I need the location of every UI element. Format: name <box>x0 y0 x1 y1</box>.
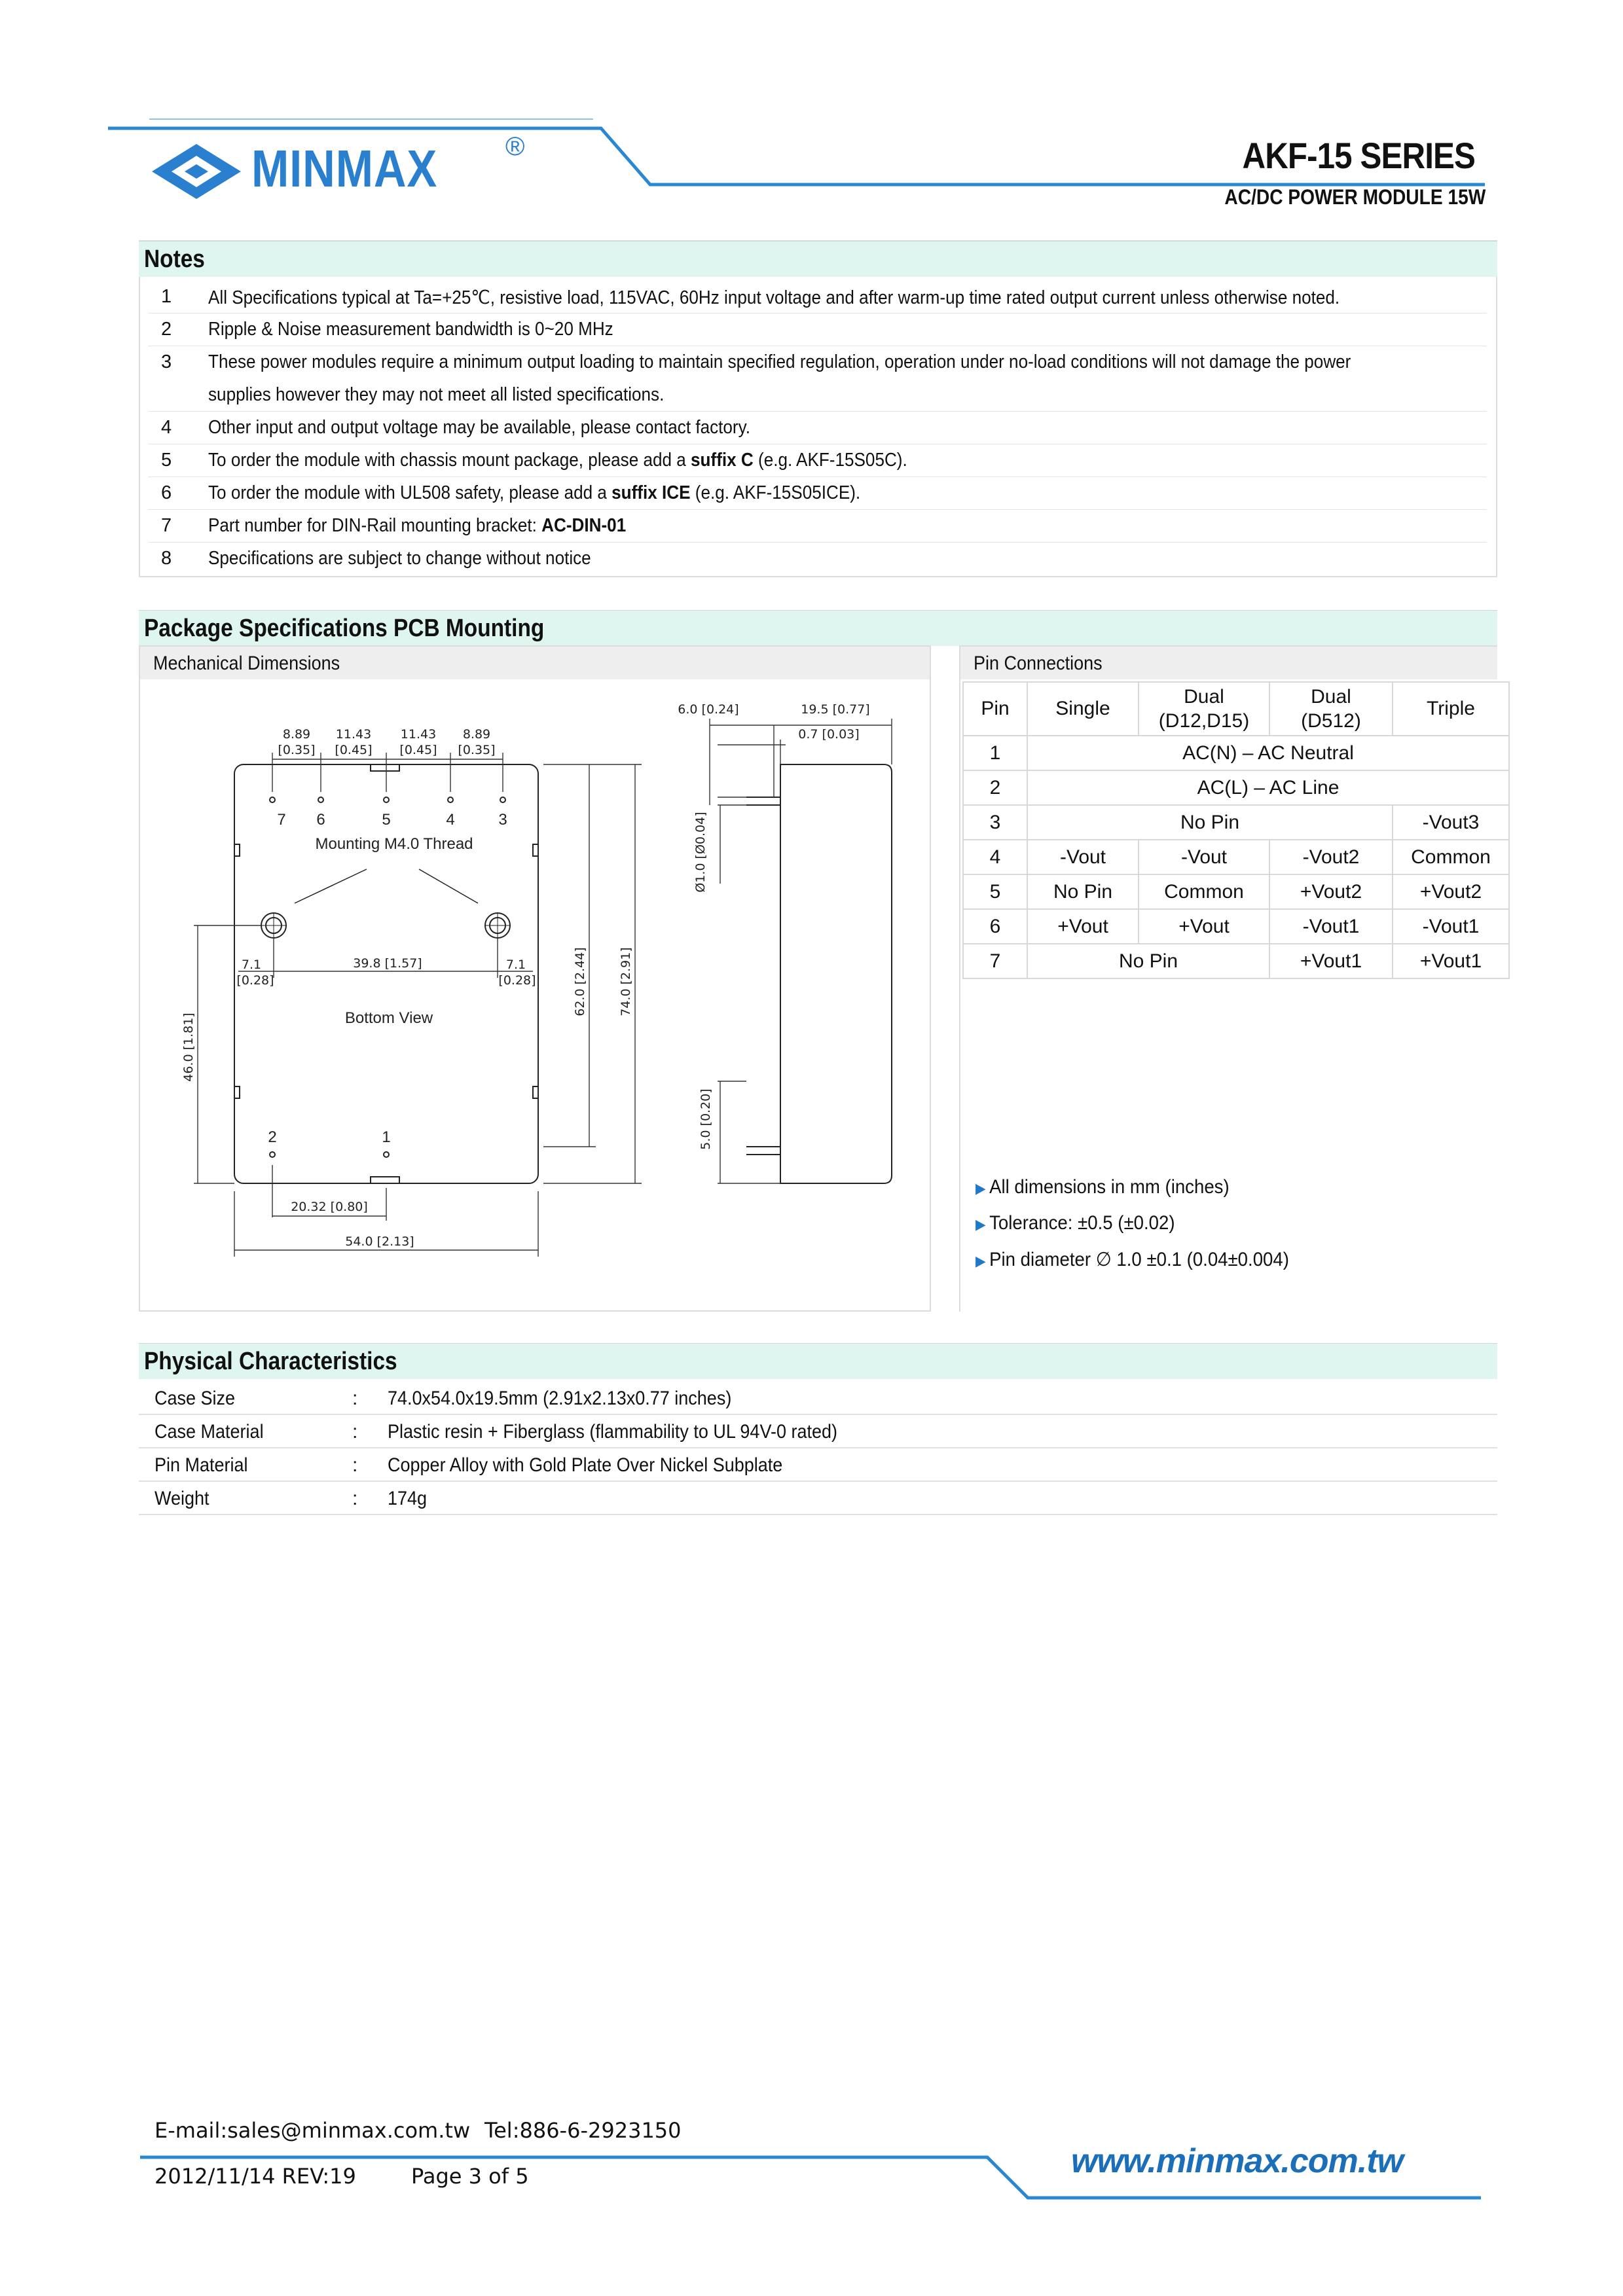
table-cell: +Vout2 <box>1269 874 1393 909</box>
mechanical-title: Mechanical Dimensions <box>153 653 340 674</box>
dim-label: [0.45] <box>335 743 373 757</box>
table-cell: 2 <box>963 770 1027 805</box>
note-text: All Specifications typical at Ta=+25℃, resistive load, 115VAC, 60Hz input voltage and after warm-up time rated output current unless otherwise noted. <box>208 287 1340 308</box>
note-number: 2 <box>161 319 172 340</box>
pin-number-label: 2 <box>268 1128 277 1146</box>
table-cell: +Vout <box>1139 909 1269 944</box>
note-text: These power modules require a minimum output loading to maintain specified regulation, operation under no-load conditions will not damage the power <box>208 351 1351 372</box>
triangle-bullet-icon: ▶ <box>976 1216 986 1232</box>
table-header-cell: Triple <box>1393 682 1509 736</box>
table-cell: No Pin <box>1027 944 1269 978</box>
spec-colon: : <box>352 1421 358 1443</box>
triangle-bullet-icon: ▶ <box>976 1253 986 1269</box>
spec-bullet: ▶ All dimensions in mm (inches) <box>976 1176 1230 1198</box>
pin-number-label: 4 <box>446 811 455 829</box>
table-header-cell: Single <box>1027 682 1139 736</box>
table-row <box>963 909 1509 944</box>
dim-label: 6.0 [0.24] <box>678 702 739 717</box>
dim-label: 8.89 <box>462 727 491 742</box>
note-number: 5 <box>161 450 172 471</box>
spec-label: Pin Material <box>155 1454 248 1476</box>
spec-colon: : <box>352 1454 358 1476</box>
dim-label: 19.5 [0.77] <box>801 702 870 717</box>
mechanical-drawing <box>140 679 929 1310</box>
spec-value: Copper Alloy with Gold Plate Over Nickel Subplate <box>388 1454 783 1476</box>
footer-tel: Tel:886-6-2923150 <box>484 2118 682 2143</box>
table-cell: 3 <box>963 805 1027 840</box>
table-row <box>963 840 1509 874</box>
spec-bullet: ▶ Pin diameter ∅ 1.0 ±0.1 (0.04±0.004) <box>976 1249 1289 1270</box>
table-cell: AC(N) – AC Neutral <box>1027 736 1509 770</box>
spec-value: Plastic resin + Fiberglass (flammability to UL 94V-0 rated) <box>388 1421 838 1443</box>
dim-label: 62.0 [2.44] <box>573 947 587 1016</box>
brand-name: MINMAX <box>251 139 438 198</box>
table-row <box>963 805 1509 840</box>
note-text: Specifications are subject to change without notice <box>208 548 591 569</box>
pin-number-label: 5 <box>382 811 391 829</box>
table-cell: 7 <box>963 944 1027 978</box>
spec-bullet: ▶ Tolerance: ±0.5 (±0.02) <box>976 1212 1175 1234</box>
mounting-label: Mounting M4.0 Thread <box>315 835 473 853</box>
triangle-bullet-icon: ▶ <box>976 1180 986 1196</box>
dim-label: 7.1 <box>505 958 526 972</box>
table-row <box>963 874 1509 909</box>
spec-label: Weight <box>155 1488 210 1509</box>
pin-connections-table <box>962 681 1510 979</box>
spec-value: 74.0x54.0x19.5mm (2.91x2.13x0.77 inches) <box>388 1388 732 1409</box>
table-row <box>963 770 1509 805</box>
table-cell: -Vout2 <box>1269 840 1393 874</box>
table-header-cell: Dual (D512) <box>1269 682 1393 736</box>
note-text: To order the module with UL508 safety, please add a suffix ICE (e.g. AKF-15S05ICE). <box>208 482 861 503</box>
table-row <box>963 944 1509 978</box>
series-subtitle: AC/DC POWER MODULE 15W <box>1224 185 1486 209</box>
table-cell: -Vout1 <box>1393 909 1509 944</box>
minmax-logo-icon <box>152 144 241 199</box>
table-cell: +Vout1 <box>1269 944 1393 978</box>
view-label: Bottom View <box>344 1009 433 1027</box>
dim-label: [0.28] <box>498 973 536 988</box>
footer-page: Page 3 of 5 <box>411 2164 529 2189</box>
table-cell: Common <box>1393 840 1509 874</box>
registered-mark: ® <box>505 132 525 161</box>
footer-email: E-mail:sales@minmax.com.tw <box>155 2118 471 2143</box>
note-number: 8 <box>161 548 172 569</box>
pin-number-label: 3 <box>498 811 507 829</box>
note-number: 4 <box>161 417 172 438</box>
notes-title: Notes <box>144 245 205 273</box>
dim-label: 11.43 <box>335 727 372 742</box>
series-title: AKF-15 SERIES <box>1242 135 1475 176</box>
dim-label: 0.7 [0.03] <box>798 727 860 742</box>
dim-label: [0.28] <box>236 973 274 988</box>
dim-label: [0.35] <box>458 743 496 757</box>
notes-section-header <box>139 241 1497 277</box>
dim-label: 8.89 <box>282 727 311 742</box>
table-cell: +Vout <box>1027 909 1139 944</box>
website-link[interactable]: www.minmax.com.tw <box>1071 2142 1403 2180</box>
note-text: Ripple & Noise measurement bandwidth is 0~20 MHz <box>208 319 613 340</box>
spec-label: Case Size <box>155 1388 236 1409</box>
spec-colon: : <box>352 1488 358 1509</box>
table-cell: AC(L) – AC Line <box>1027 770 1509 805</box>
note-number: 1 <box>161 286 172 307</box>
table-row <box>963 736 1509 770</box>
dim-label: 7.1 <box>241 958 262 972</box>
table-cell: +Vout2 <box>1393 874 1509 909</box>
note-number: 3 <box>161 351 172 372</box>
note-number: 7 <box>161 515 172 536</box>
table-header-cell: Pin <box>963 682 1027 736</box>
table-cell: Common <box>1139 874 1269 909</box>
dim-label: Ø1.0 [Ø0.04] <box>693 812 708 893</box>
note-number: 6 <box>161 482 172 503</box>
side-view-outline <box>780 764 892 1183</box>
table-header-row <box>963 682 1509 736</box>
package-section-header <box>139 610 1497 646</box>
dim-label: [0.35] <box>278 743 316 757</box>
note-text: Other input and output voltage may be available, please contact factory. <box>208 417 750 438</box>
dim-label: 39.8 [1.57] <box>353 956 422 971</box>
table-cell: 4 <box>963 840 1027 874</box>
table-cell: No Pin <box>1027 805 1393 840</box>
note-text: Part number for DIN-Rail mounting bracket: AC-DIN-01 <box>208 515 627 536</box>
physical-section-header <box>139 1343 1497 1379</box>
spec-value: 174g <box>388 1488 428 1509</box>
footer-date-rev: 2012/11/14 REV:19 <box>155 2164 356 2189</box>
table-cell: -Vout1 <box>1269 909 1393 944</box>
spec-label: Case Material <box>155 1421 264 1443</box>
pin-connections-title: Pin Connections <box>974 653 1103 674</box>
table-cell: 1 <box>963 736 1027 770</box>
dim-label: 46.0 [1.81] <box>181 1013 196 1082</box>
dim-label: 5.0 [0.20] <box>699 1088 713 1150</box>
note-text: To order the module with chassis mount package, please add a suffix C (e.g. AKF-15S05C). <box>208 450 907 471</box>
table-cell: -Vout3 <box>1393 805 1509 840</box>
table-cell: 5 <box>963 874 1027 909</box>
dim-label: 11.43 <box>400 727 437 742</box>
dim-label: 20.32 [0.80] <box>291 1200 368 1214</box>
table-cell: -Vout <box>1027 840 1139 874</box>
pin-number-label: 7 <box>277 811 286 829</box>
dim-label: 74.0 [2.91] <box>619 947 633 1016</box>
table-cell: 6 <box>963 909 1027 944</box>
physical-title: Physical Characteristics <box>144 1348 397 1375</box>
table-cell: +Vout1 <box>1393 944 1509 978</box>
spec-colon: : <box>352 1388 358 1409</box>
table-cell: -Vout <box>1139 840 1269 874</box>
pin-number-label: 1 <box>382 1128 391 1146</box>
table-header-cell: Dual (D12,D15) <box>1139 682 1269 736</box>
dim-label: [0.45] <box>399 743 437 757</box>
table-cell: No Pin <box>1027 874 1139 909</box>
package-title: Package Specifications PCB Mounting <box>144 615 545 642</box>
pin-number-label: 6 <box>316 811 325 829</box>
note-text-continued: supplies however they may not meet all listed specifications. <box>208 384 665 405</box>
dim-label: 54.0 [2.13] <box>345 1234 414 1249</box>
